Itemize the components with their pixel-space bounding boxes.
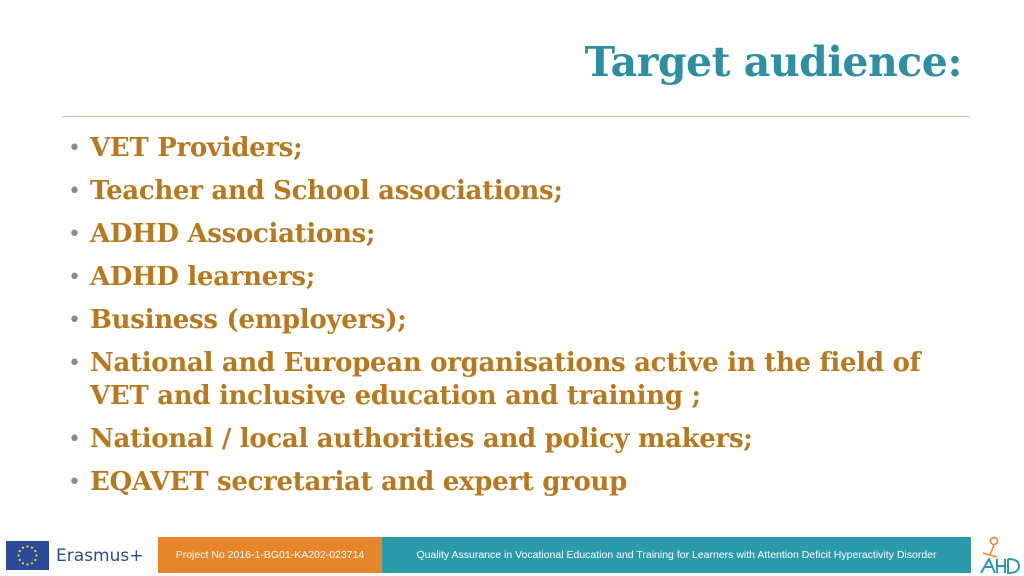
bullet-dot: • [68,265,81,290]
bullet-item: • VET Providers; [68,133,303,163]
erasmus-logo [6,539,156,572]
erasmus-label: Erasmus+ [56,546,144,566]
bullet-dot: • [68,179,81,204]
eu-flag-icon [6,541,49,570]
bullet-dot: • [68,308,81,333]
bullet-dot: • [68,351,81,376]
bullet-dot: • [68,470,81,495]
bullet-dot: • [68,222,81,247]
project-title: Quality Assurance in Vocational Education and Training for Learners with Attention Deficit Hyperactivity Disorder [382,537,971,573]
bullet-list [68,132,968,509]
bullet-item: • National / local authorities and policy makers; [68,424,753,454]
bullet-dot: • [68,136,81,161]
bullet-item: • Business (employers); [68,305,407,335]
title-divider [62,116,970,117]
bullet-item: • National and European organisations active in the field of VET and inclusive education and training ; [68,348,921,411]
bullet-item: • Teacher and School associations; [68,176,563,206]
footer [0,535,1024,576]
bullet-item: • ADHD Associations; [68,219,376,249]
slide-title: Target audience: [584,38,962,86]
bullet-dot: • [68,427,81,452]
adhd-logo-icon [975,535,1021,575]
project-number: Project No 2016-1-BG01-KA202-023714 [158,537,382,573]
bullet-item: • ADHD learners; [68,262,316,292]
bullet-item: • EQAVET secretariat and expert group [68,467,628,497]
